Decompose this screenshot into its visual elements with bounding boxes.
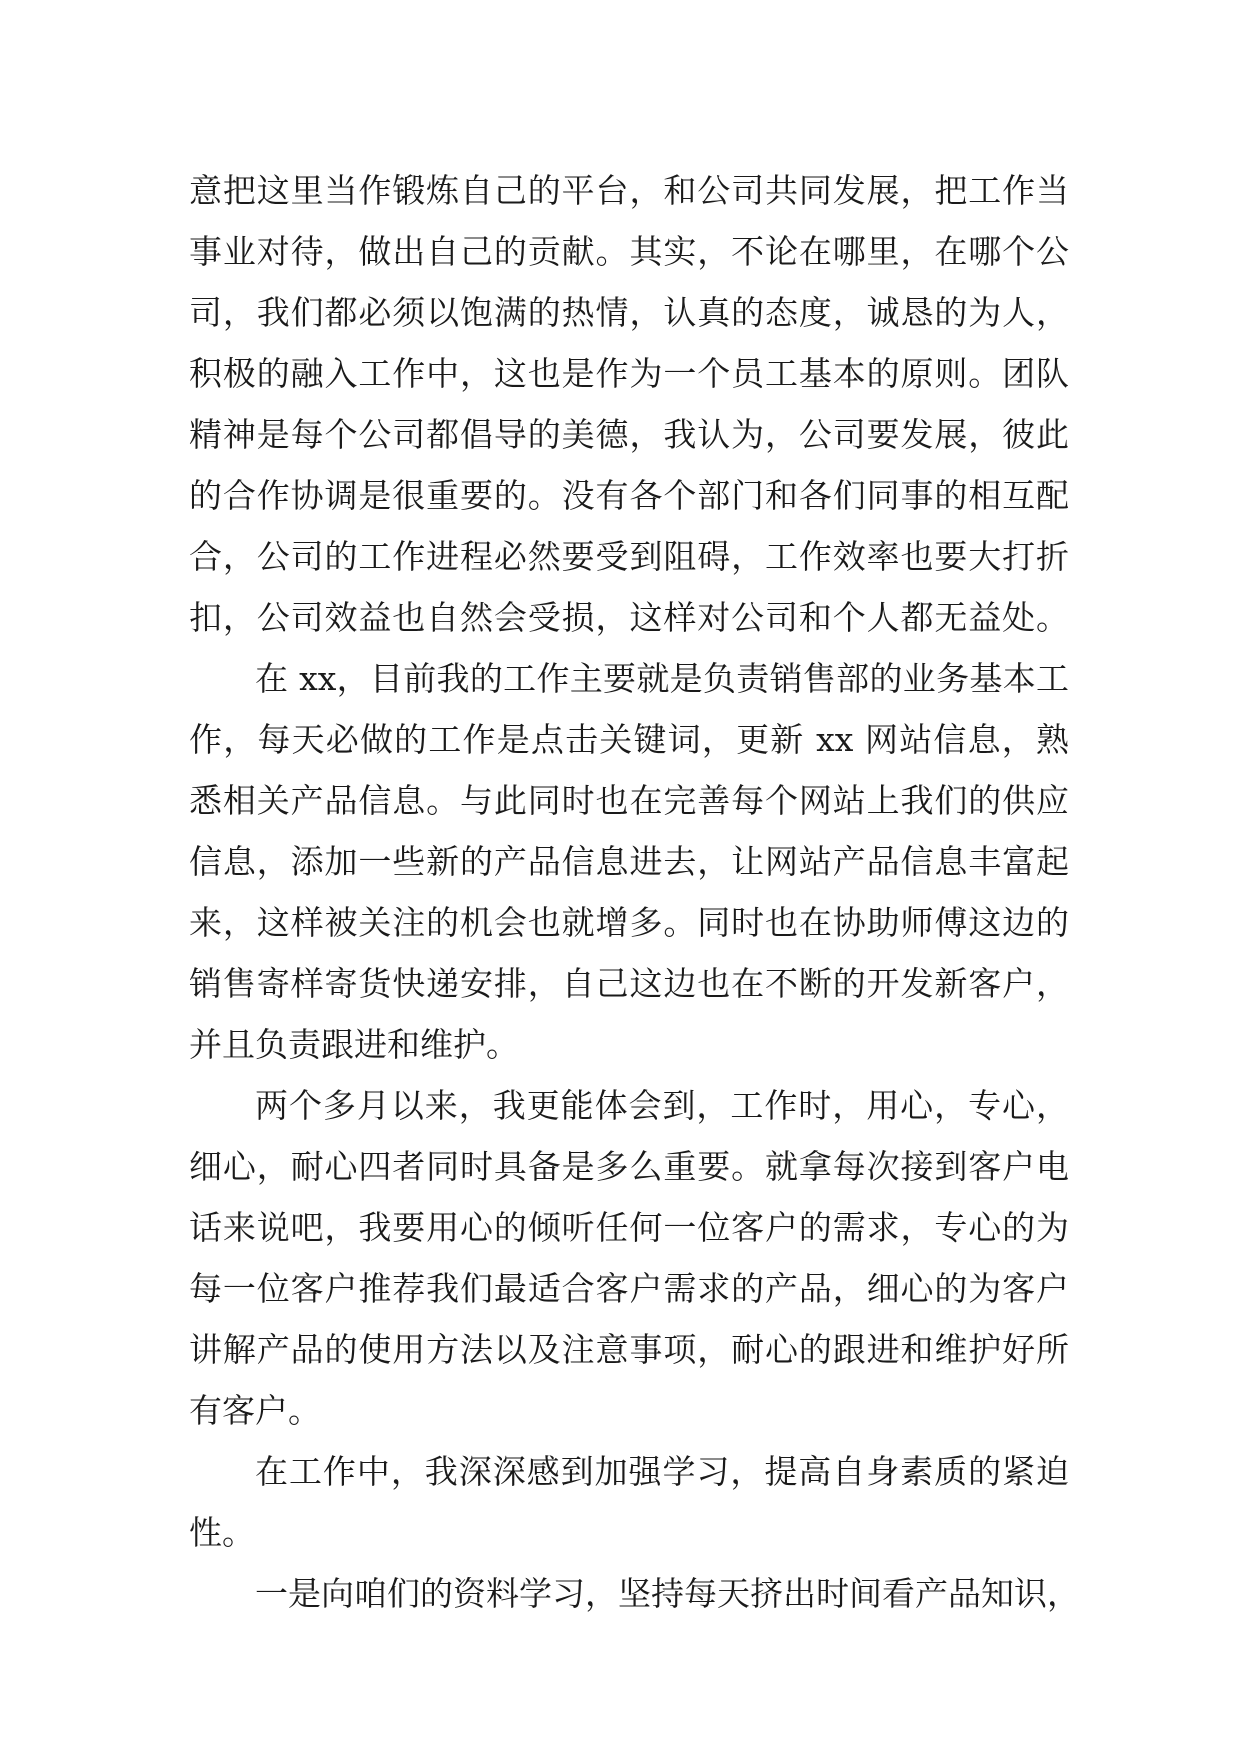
text-line: 的合作协调是很重要的。没有各个部门和各们同事的相互配 xyxy=(189,476,1069,515)
text-line: 话来说吧，我要用心的倾听任何一位客户的需求，专心的为 xyxy=(189,1208,1069,1247)
text-line: 精神是每个公司都倡导的美德，我认为，公司要发展，彼此 xyxy=(189,415,1069,454)
text-line: 每一位客户推荐我们最适合客户需求的产品，细心的为客户 xyxy=(189,1269,1069,1308)
text-line: 合，公司的工作进程必然要受到阻碍，工作效率也要大打折 xyxy=(189,537,1069,576)
text-line: 作，每天必做的工作是点击关键词，更新 xx 网站信息，熟 xyxy=(189,720,1069,759)
text-line: 在工作中，我深深感到加强学习，提高自身素质的紧迫 xyxy=(255,1452,1069,1491)
text-line: 性。 xyxy=(189,1513,255,1552)
body-text xyxy=(189,160,1080,1624)
text-line: 一是向咱们的资料学习，坚持每天挤出时间看产品知识， xyxy=(255,1574,1080,1613)
text-line: 意把这里当作锻炼自己的平台，和公司共同发展，把工作当 xyxy=(189,171,1069,210)
text-line: 事业对待，做出自己的贡献。其实，不论在哪里，在哪个公 xyxy=(189,232,1069,271)
text-line: 讲解产品的使用方法以及注意事项，耐心的跟进和维护好所 xyxy=(189,1330,1069,1369)
text-line: 信息，添加一些新的产品信息进去，让网站产品信息丰富起 xyxy=(189,842,1069,881)
text-line: 两个多月以来，我更能体会到，工作时，用心，专心， xyxy=(255,1086,1069,1125)
text-line: 并且负责跟进和维护。 xyxy=(189,1025,519,1064)
text-line: 细心，耐心四者同时具备是多么重要。就拿每次接到客户电 xyxy=(189,1147,1069,1186)
text-line: 来，这样被关注的机会也就增多。同时也在协助师傅这边的 xyxy=(189,903,1069,942)
text-line: 扣，公司效益也自然会受损，这样对公司和个人都无益处。 xyxy=(189,598,1069,637)
text-line: 司，我们都必须以饱满的热情，认真的态度，诚恳的为人， xyxy=(189,293,1069,332)
text-line: 有客户。 xyxy=(189,1391,321,1430)
text-line: 积极的融入工作中，这也是作为一个员工基本的原则。团队 xyxy=(189,354,1069,393)
text-line: 在 xx，目前我的工作主要就是负责销售部的业务基本工 xyxy=(255,659,1069,698)
text-line: 悉相关产品信息。与此同时也在完善每个网站上我们的供应 xyxy=(189,781,1069,820)
text-line: 销售寄样寄货快递安排，自己这边也在不断的开发新客户， xyxy=(189,964,1069,1003)
